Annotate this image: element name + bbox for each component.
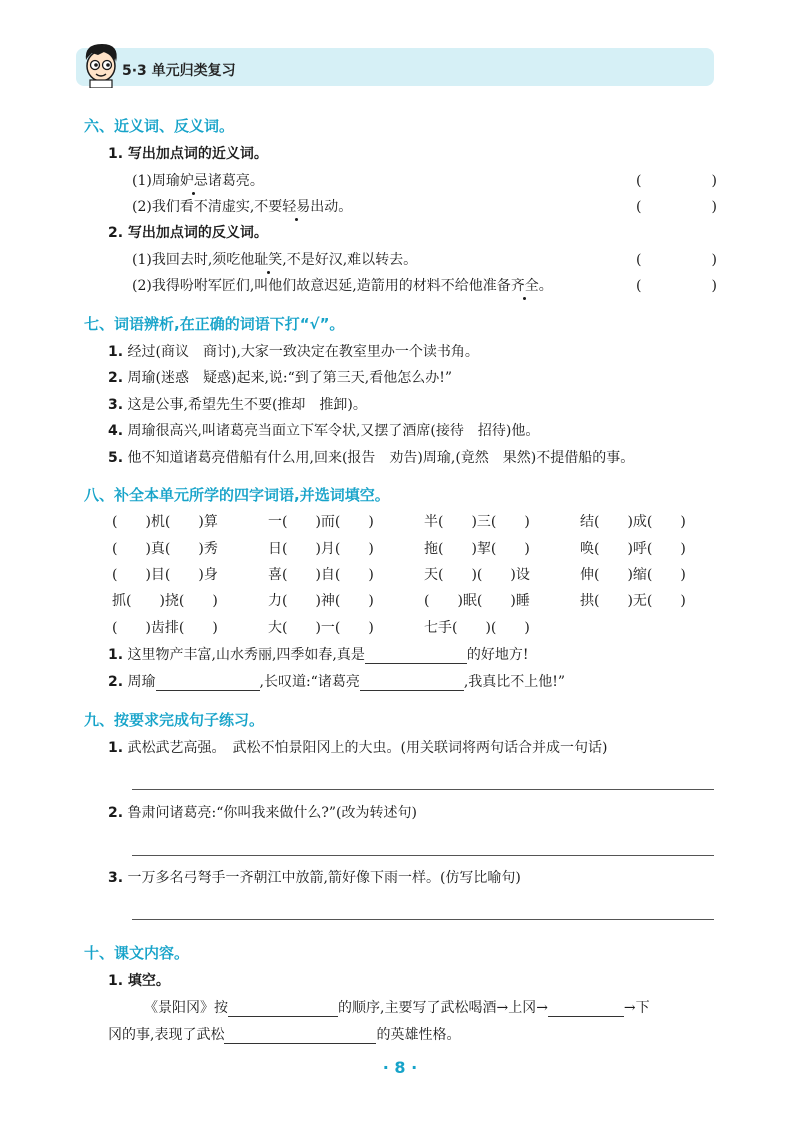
idiom-cell[interactable]: 半( )三( )	[424, 514, 530, 530]
fill-blank[interactable]	[365, 647, 467, 664]
answer-line[interactable]	[132, 919, 714, 920]
idiom-cell[interactable]: 大( )一( )	[268, 620, 374, 636]
s10-para-2: 冈的事,表现了武松 的英雄性格。	[108, 1027, 461, 1043]
dotted-word: 齐全	[511, 275, 539, 295]
idiom-cell[interactable]: 结( )成( )	[580, 514, 686, 530]
dotted-word: 耻笑	[254, 249, 282, 269]
idiom-cell[interactable]: 伸( )缩( )	[580, 567, 686, 583]
s6-q1-item-2: (2)我们看不清虚实,不要轻易出动。	[132, 196, 352, 216]
s9-item-2: 2. 鲁肃问诸葛亮:“你叫我来做什么?”(改为转述句)	[108, 805, 417, 821]
s6-q1-item-1: (1)周瑜妒忌诸葛亮。	[132, 170, 264, 190]
dotted-word: 妒忌	[180, 170, 208, 190]
s7-item-1: 1. 经过(商议 商讨),大家一致决定在教室里办一个读书角。	[108, 344, 479, 360]
boy-mascot-icon	[80, 40, 122, 88]
s6-q2-label: 2. 写出加点词的反义词。	[108, 225, 268, 241]
s7-item-2: 2. 周瑜(迷惑 疑惑)起来,说:“到了第三天,看他怎么办!”	[108, 370, 452, 386]
section-7-title: 七、词语辨析,在正确的词语下打“√”。	[84, 315, 345, 333]
fill-blank[interactable]	[548, 1000, 624, 1017]
fill-blank[interactable]	[360, 674, 464, 691]
s6-q1-answer-2[interactable]: ( )	[636, 199, 717, 215]
section-6-title: 六、近义词、反义词。	[84, 117, 235, 135]
s6-q2-item-1: (1)我回去时,须吃他耻笑,不是好汉,难以转去。	[132, 249, 417, 269]
s6-q2-answer-1[interactable]: ( )	[636, 252, 717, 268]
idiom-cell[interactable]: 拱( )无( )	[580, 593, 686, 609]
s10-para-1: 《景阳冈》按 的顺序,主要写了武松喝酒→上冈→ →下	[144, 1000, 650, 1016]
fill-blank[interactable]	[228, 1000, 338, 1017]
header-title: 5·3 单元归类复习	[122, 63, 236, 79]
s7-item-5: 5. 他不知道诸葛亮借船有什么用,回来(报告 劝告)周瑜,(竟然 果然)不提借船的事。	[108, 450, 635, 466]
s7-item-3: 3. 这是公事,希望先生不要(推却 推卸)。	[108, 397, 367, 413]
idiom-cell[interactable]: 一( )而( )	[268, 514, 374, 530]
idiom-cell[interactable]: 喜( )自( )	[268, 567, 374, 583]
s6-q1-label: 1. 写出加点词的近义词。	[108, 146, 268, 162]
answer-line[interactable]	[132, 789, 714, 790]
fill-blank[interactable]	[224, 1027, 376, 1044]
fill-blank[interactable]	[156, 674, 260, 691]
answer-line[interactable]	[132, 855, 714, 856]
s8-fill-1: 1. 这里物产丰富,山水秀丽,四季如春,真是 的好地方!	[108, 647, 529, 663]
s6-q1-answer-1[interactable]: ( )	[636, 173, 717, 189]
s8-fill-2: 2. 周瑜 ,长叹道:“诸葛亮 ,我真比不上他!”	[108, 674, 566, 690]
page-number: · 8 ·	[382, 1058, 418, 1077]
section-10-title: 十、课文内容。	[84, 944, 190, 962]
s6-q2-item-2: (2)我得吩咐军匠们,叫他们故意迟延,造箭用的材料不给他准备齐全。	[132, 275, 553, 295]
idiom-cell[interactable]: ( )目( )身	[112, 567, 218, 583]
dotted-word: 轻易	[282, 196, 310, 216]
s6-q2-answer-2[interactable]: ( )	[636, 278, 717, 294]
idiom-cell[interactable]: 拖( )挈( )	[424, 541, 530, 557]
s9-item-1: 1. 武松武艺高强。 武松不怕景阳冈上的大虫。(用关联词将两句话合并成一句话)	[108, 740, 608, 756]
section-9-title: 九、按要求完成句子练习。	[84, 711, 265, 729]
idiom-cell[interactable]: ( )齿排( )	[112, 620, 218, 636]
idiom-cell[interactable]: 日( )月( )	[268, 541, 374, 557]
idiom-cell[interactable]: 唤( )呼( )	[580, 541, 686, 557]
s10-q1-label: 1. 填空。	[108, 973, 170, 989]
s7-item-4: 4. 周瑜很高兴,叫诸葛亮当面立下军令状,又摆了酒席(接待 招待)他。	[108, 423, 540, 439]
section-8-title: 八、补全本单元所学的四字词语,并选词填空。	[84, 486, 390, 504]
idiom-cell[interactable]: 力( )神( )	[268, 593, 374, 609]
idiom-cell[interactable]: ( )眠( )睡	[424, 593, 530, 609]
idiom-cell[interactable]: 七手( )( )	[424, 620, 530, 636]
idiom-cell[interactable]: ( )机( )算	[112, 514, 218, 530]
idiom-cell[interactable]: 天( )( )设	[424, 567, 530, 583]
idiom-cell[interactable]: ( )真( )秀	[112, 541, 218, 557]
s9-item-3: 3. 一万多名弓弩手一齐朝江中放箭,箭好像下雨一样。(仿写比喻句)	[108, 870, 521, 886]
idiom-cell[interactable]: 抓( )挠( )	[112, 593, 218, 609]
